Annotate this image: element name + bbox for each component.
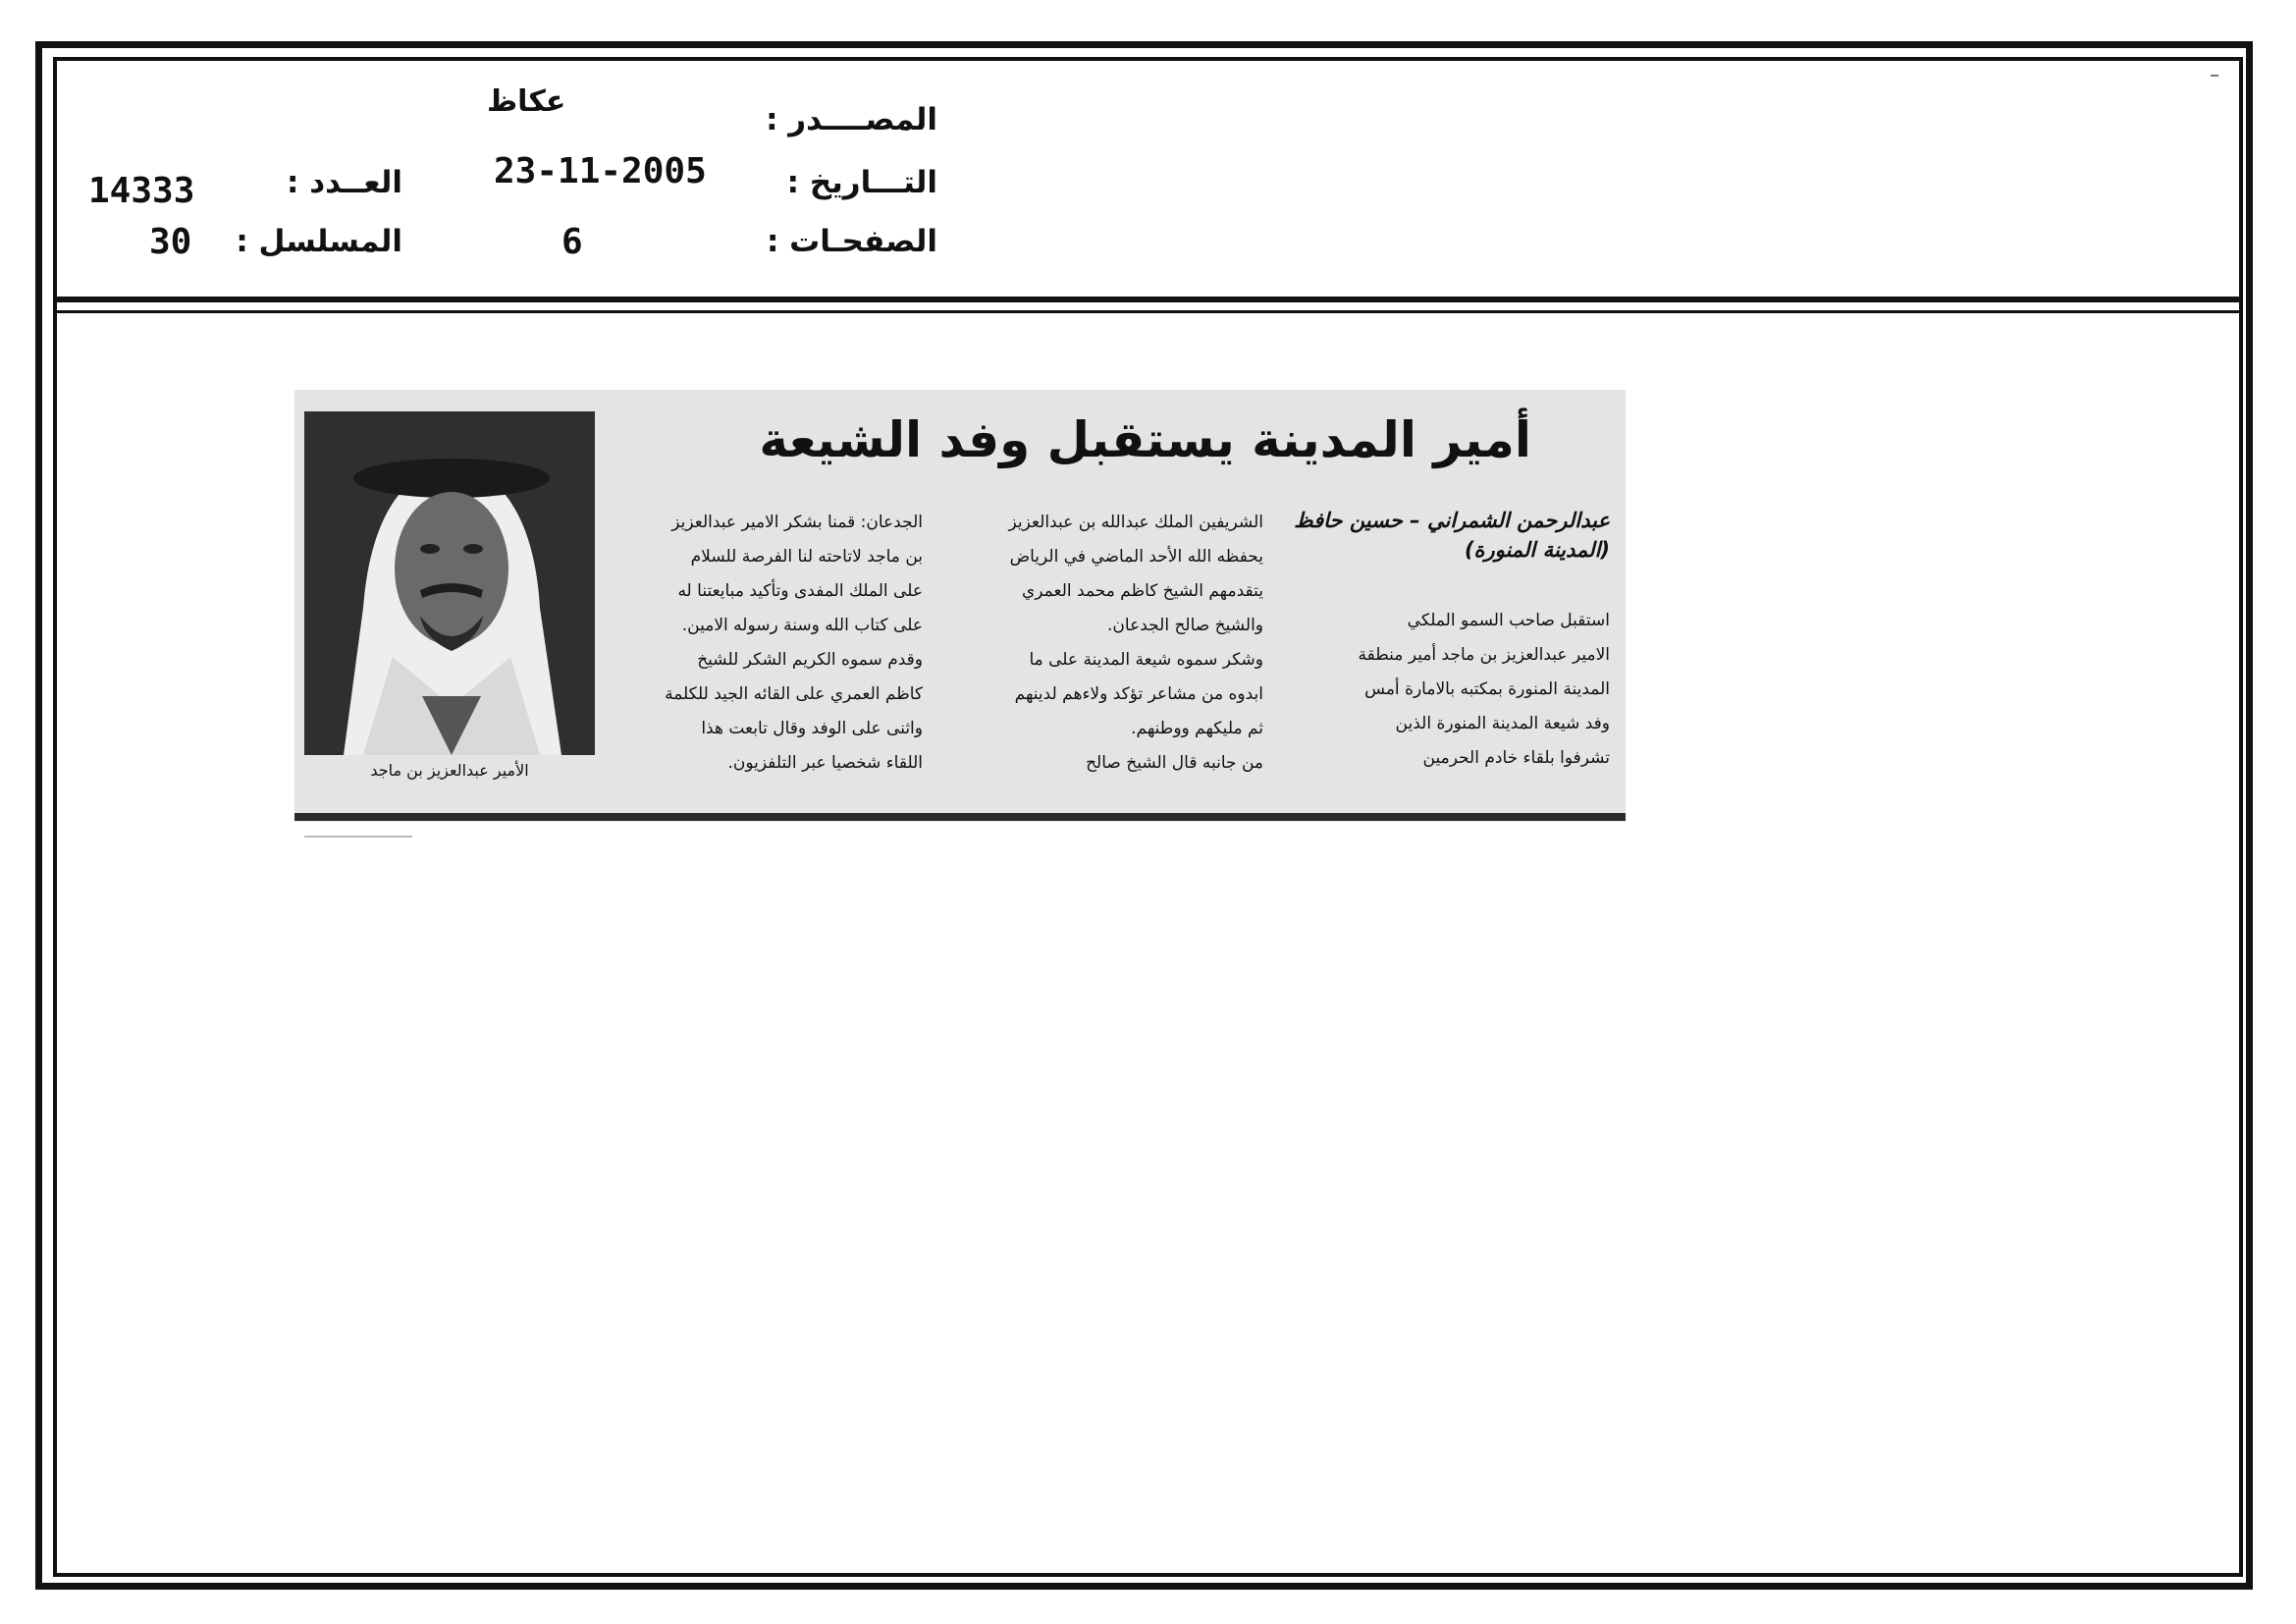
text-line: وفد شيعة المدينة المنورة الذين <box>1395 714 1610 733</box>
text-line: كاظم العمري على القائه الجيد للكلمة <box>665 684 923 704</box>
article-column-right <box>1296 604 1610 776</box>
text-line: وشكر سموه شيعة المدينة على ما <box>1029 650 1263 670</box>
clipping-bottom-rule <box>294 813 1626 821</box>
text-line: المدينة المنورة بمكتبه بالامارة أمس <box>1364 679 1610 699</box>
issue-label: العــدد : <box>287 165 402 200</box>
scan-speck <box>304 836 412 838</box>
pages-value: 6 <box>561 222 583 262</box>
portrait-illustration <box>304 411 595 755</box>
date-label: التـــاريخ : <box>786 165 937 200</box>
corner-mark <box>2211 75 2218 77</box>
newspaper-clipping <box>294 390 1626 822</box>
text-line: ابدوه من مشاعر تؤكد ولاءهم لدينهم <box>1014 684 1263 704</box>
byline-names: عبدالرحمن الشمراني – حسين حافظ <box>1294 509 1610 532</box>
text-line: وقدم سموه الكريم الشكر للشيخ <box>697 650 923 670</box>
text-line: ثم مليكهم ووطنهم. <box>1131 719 1263 738</box>
photo-caption: الأمير عبدالعزيز بن ماجد <box>370 761 529 780</box>
text-line: على الملك المفدى وتأكيد مبايعتنا له <box>677 581 923 601</box>
text-line: الجدعان: قمنا بشكر الامير عبدالعزيز <box>671 513 923 532</box>
text-line: الشريفين الملك عبدالله بن عبدالعزيز <box>1008 513 1263 532</box>
text-line: الامير عبدالعزيز بن ماجد أمير منطقة <box>1358 645 1610 665</box>
date-value: 23-11-2005 <box>494 151 707 191</box>
issue-value: 14333 <box>88 171 195 211</box>
text-line: يحفظه الله الأحد الماضي في الرياض <box>1009 547 1263 567</box>
text-line: على كتاب الله وسنة رسوله الامين. <box>681 616 923 635</box>
header-divider-thin <box>53 310 2243 313</box>
text-line: من جانبه قال الشيخ صالح <box>1086 753 1263 773</box>
pages-label: الصفحـات : <box>766 224 937 259</box>
text-line: والشيخ صالح الجدعان. <box>1107 616 1263 635</box>
text-line: استقبل صاحب السمو الملكي <box>1407 611 1610 630</box>
article-column-left <box>614 506 923 781</box>
byline-place: (المدينة المنورة) <box>1464 538 1610 562</box>
article-headline: أمير المدينة يستقبل وفد الشيعة <box>759 411 1531 468</box>
serial-value: 30 <box>149 222 192 262</box>
text-line: بن ماجد لاتاحته لنا الفرصة للسلام <box>690 547 923 567</box>
source-value: عكاظ <box>487 84 566 119</box>
source-label: المصــــدر : <box>766 102 937 137</box>
article-byline <box>1296 506 1610 565</box>
text-line: يتقدمهم الشيخ كاظم محمد العمري <box>1022 581 1263 601</box>
text-line: واثنى على الوفد وقال تابعت هذا <box>701 719 923 738</box>
text-line: اللقاء شخصيا عبر التلفزيون. <box>727 753 923 773</box>
serial-label: المسلسل : <box>236 224 402 259</box>
text-line: تشرفوا بلقاء خادم الحرمين <box>1422 748 1610 768</box>
portrait-photo <box>304 411 595 755</box>
article-column-middle <box>954 506 1263 781</box>
header-divider <box>53 297 2243 302</box>
